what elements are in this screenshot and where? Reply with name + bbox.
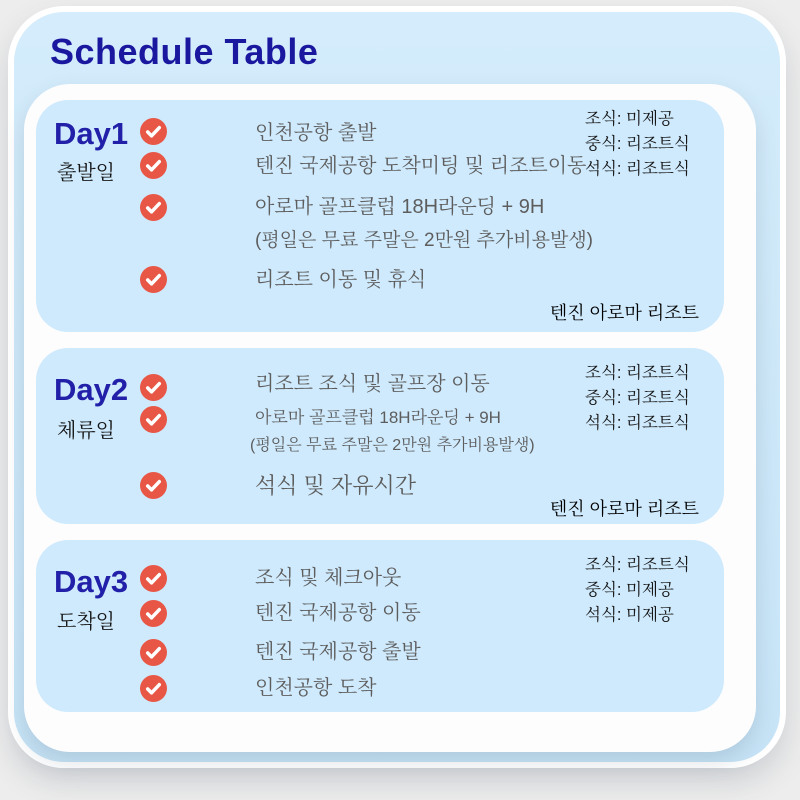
check-icon (140, 118, 167, 145)
meal-breakfast: 조식: 미제공 (585, 110, 674, 128)
check-icon (140, 374, 167, 401)
meal-lunch: 중식: 리조트식 (585, 135, 690, 153)
day3-sublabel: 도착일 (57, 611, 115, 633)
schedule-item-note: (평일은 무료 주말은 2만원 추가비용발생) (255, 230, 594, 251)
schedule-item: 리조트 조식 및 골프장 이동 (255, 373, 490, 395)
meal-breakfast: 조식: 리조트식 (585, 556, 690, 574)
day2-label: Day2 (54, 372, 129, 407)
check-icon (140, 600, 167, 627)
schedule-item: 리조트 이동 및 휴식 (255, 269, 427, 291)
day1-label: Day1 (54, 116, 129, 151)
schedule-item: 텐진 국제공항 이동 (255, 602, 421, 624)
meal-dinner: 석식: 리조트식 (585, 160, 690, 178)
day3-card (36, 540, 724, 712)
check-icon (140, 152, 167, 179)
check-icon (140, 675, 167, 702)
resort-footer: 텐진 아로마 리조트 (549, 303, 699, 323)
check-icon (140, 266, 167, 293)
meal-lunch: 중식: 리조트식 (585, 389, 690, 407)
day1-card (36, 100, 724, 332)
page-title: Schedule Table (50, 31, 319, 72)
schedule-item: 인천공항 출발 (255, 122, 377, 144)
day1-meals (585, 107, 690, 182)
check-icon (140, 565, 167, 592)
schedule-item: 석식 및 자유시간 (255, 473, 416, 498)
schedule-panel (8, 6, 786, 768)
day2-card (36, 348, 724, 524)
schedule-item: 인천공항 도착 (255, 677, 377, 699)
schedule-item: 텐진 국제공항 출발 (255, 641, 421, 663)
day2-meals (585, 361, 690, 436)
day2-sublabel: 체류일 (57, 420, 115, 442)
meal-breakfast: 조식: 리조트식 (585, 364, 690, 382)
meal-lunch: 중식: 미제공 (585, 581, 674, 599)
day3-meals (585, 553, 690, 628)
check-icon (140, 472, 167, 499)
meal-dinner: 석식: 리조트식 (585, 414, 690, 432)
schedule-body (24, 84, 756, 752)
schedule-item-note: (평일은 무료 주말은 2만원 추가비용발생) (250, 437, 535, 454)
schedule-item: 아로마 골프클럽 18H라운딩 + 9H (255, 408, 501, 427)
day3-label: Day3 (54, 564, 129, 599)
check-icon (140, 639, 167, 666)
schedule-item: 아로마 골프클럽 18H라운딩 + 9H (255, 196, 545, 218)
schedule-item: 조식 및 체크아웃 (255, 567, 402, 589)
schedule-item: 텐진 국제공항 도착미팅 및 리조트이동 (255, 155, 587, 177)
meal-dinner: 석식: 미제공 (585, 606, 674, 624)
check-icon (140, 406, 167, 433)
check-icon (140, 194, 167, 221)
day1-sublabel: 출발일 (57, 162, 115, 184)
resort-footer: 텐진 아로마 리조트 (549, 499, 699, 519)
